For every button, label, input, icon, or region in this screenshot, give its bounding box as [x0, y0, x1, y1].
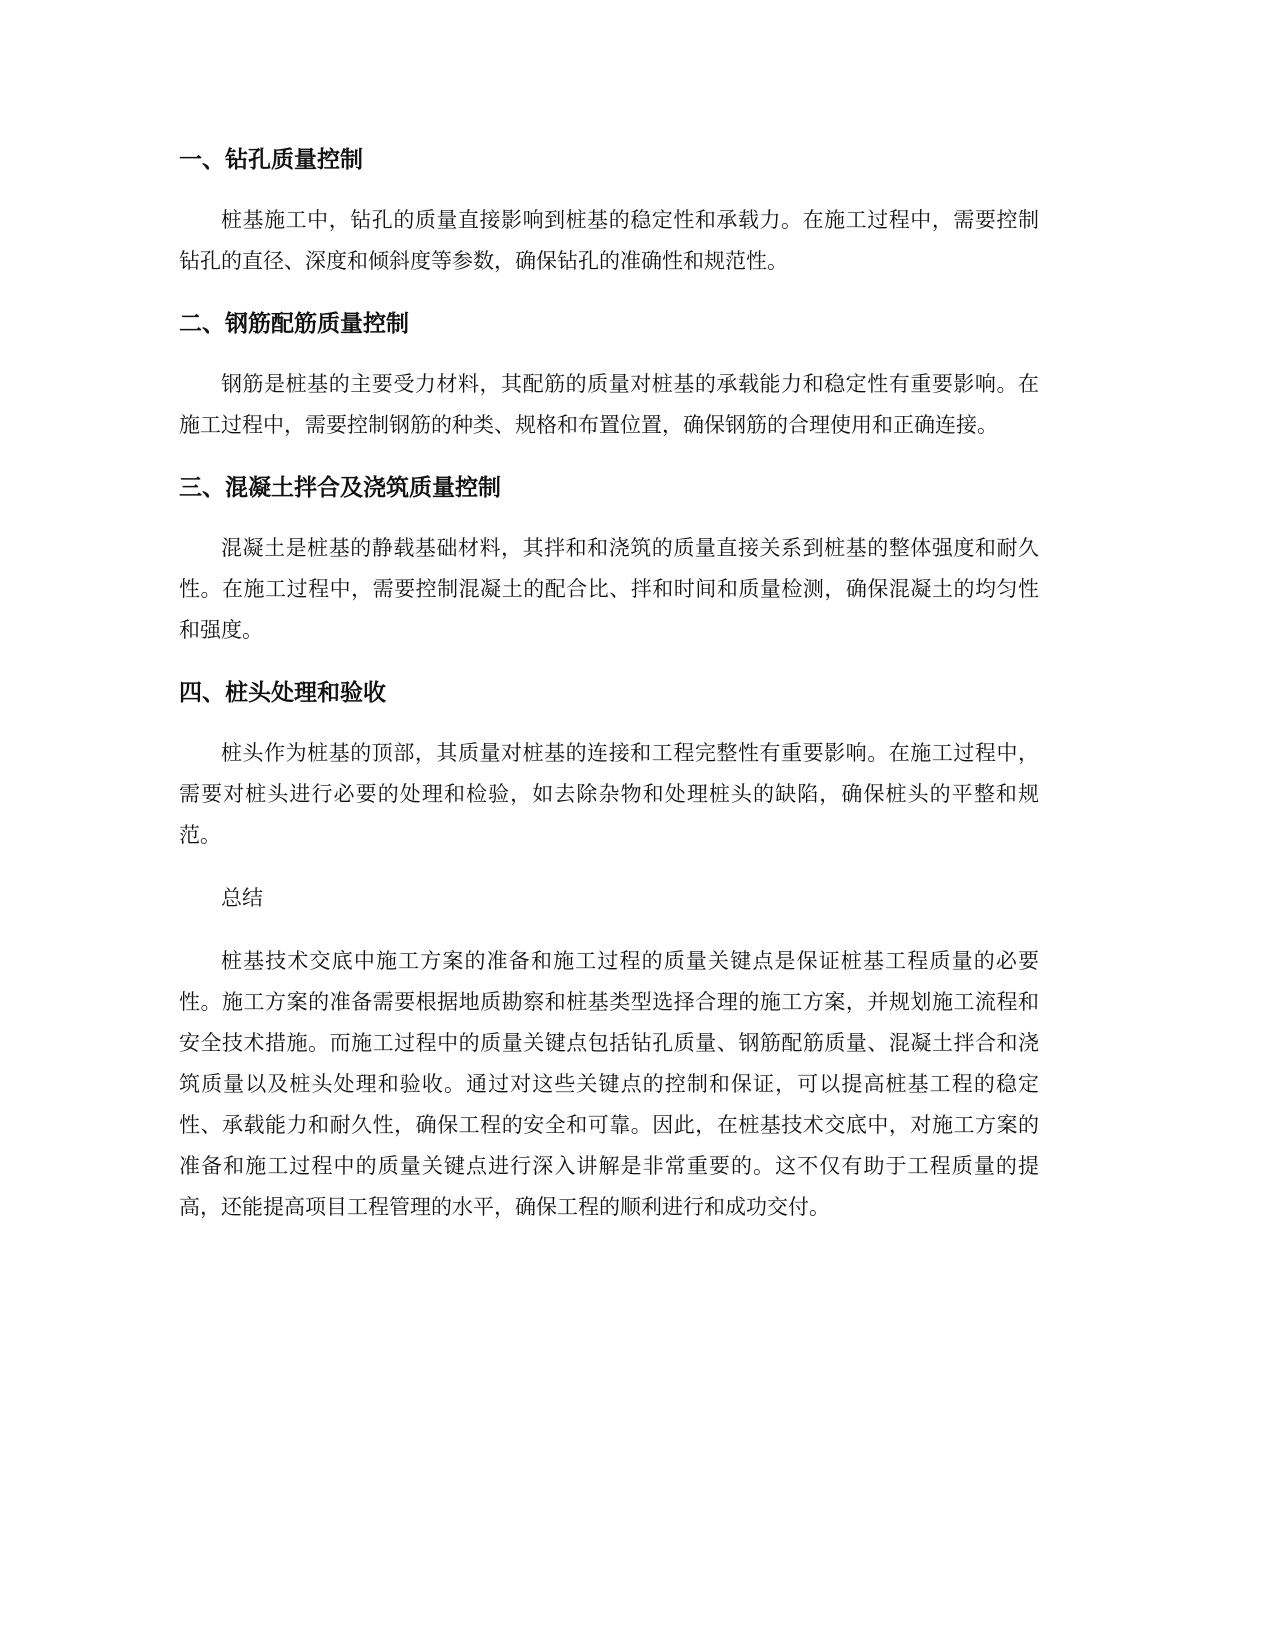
section-heading: 二、钢筋配筋质量控制: [179, 311, 409, 337]
summary-body: 桩基技术交底中施工方案的准备和施工过程的质量关键点是保证桩基工程质量的必要性。施工方案的准备需要根据地质勘察和桩基类型选择合理的施工方案，并规划施工流程和安全技术措施。而施工过程中的质量关键点包括钻孔质量、钢筋配筋质量、混凝土拌合和浇筑质量以及桩头处理和验收。通过对这些关键点的控制和保证，可以提高桩基工程的稳定性、承载能力和耐久性，确保工程的安全和可靠。因此，在桩基技术交底中，对施工方案的准备和施工过程中的质量关键点进行深入讲解是非常重要的。这不仅有助于工程质量的提高，还能提高项目工程管理的水平，确保工程的顺利进行和成功交付。: [179, 949, 1039, 1219]
section-heading: 四、桩头处理和验收: [179, 680, 386, 706]
section-pile-head: [179, 673, 1039, 878]
section-drilling: [179, 140, 1039, 304]
section-body: 桩头作为桩基的顶部，其质量对桩基的连接和工程完整性有重要影响。在施工过程中，需要对桩头进行必要的处理和检验，如去除杂物和处理桩头的缺陷，确保桩头的平整和规范。: [179, 741, 1039, 847]
summary-section: [179, 878, 1039, 1228]
section-rebar: [179, 304, 1039, 468]
section-concrete: [179, 468, 1039, 673]
document-page: [179, 140, 1039, 1228]
section-heading: 三、混凝土拌合及浇筑质量控制: [179, 475, 501, 501]
section-body: 混凝土是桩基的静载基础材料，其拌和和浇筑的质量直接关系到桩基的整体强度和耐久性。在施工过程中，需要控制混凝土的配合比、拌和时间和质量检测，确保混凝土的均匀性和强度。: [179, 536, 1039, 642]
section-body: 桩基施工中，钻孔的质量直接影响到桩基的稳定性和承载力。在施工过程中，需要控制钻孔的直径、深度和倾斜度等参数，确保钻孔的准确性和规范性。: [179, 208, 1039, 273]
summary-label: 总结: [221, 886, 263, 910]
section-body: 钢筋是桩基的主要受力材料，其配筋的质量对桩基的承载能力和稳定性有重要影响。在施工过程中，需要控制钢筋的种类、规格和布置位置，确保钢筋的合理使用和正确连接。: [179, 372, 1039, 437]
section-heading: 一、钻孔质量控制: [179, 147, 363, 173]
